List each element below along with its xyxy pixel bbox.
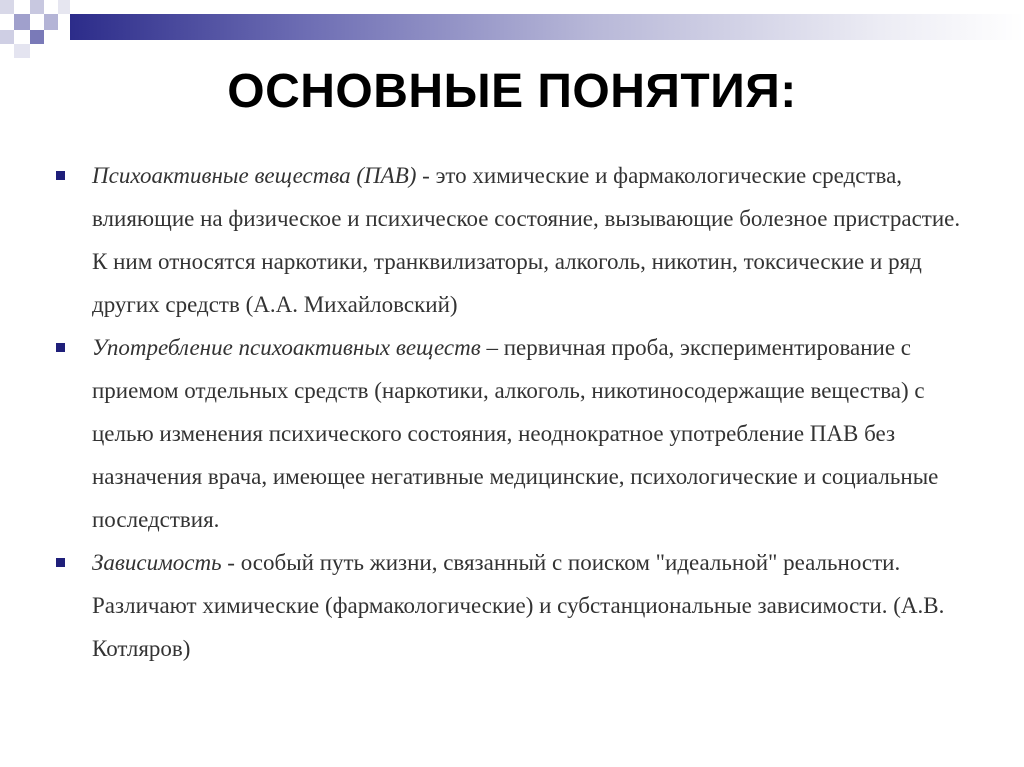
term-dependence: Зависимость (92, 550, 222, 575)
term-usage: Употребление психоактивных веществ (92, 335, 481, 360)
definition-dependence: - особый путь жизни, связанный с поиском "идеальной" реальности. Различают химические (фармакологические) и субстанциональные зависимости. (А.В. Котляров) (92, 550, 945, 661)
bullet-item-usage (50, 326, 980, 541)
header-gradient-bar (70, 14, 1024, 40)
decor-square (14, 44, 30, 58)
decor-square (14, 14, 30, 30)
decor-square (58, 0, 70, 14)
decor-square (44, 14, 58, 30)
definition-pav: - это химические и фармакологические средства, влияющие на физическое и психическое состояние, вызывающие болезное пристрастие. К ним относятся наркотики, транквилизаторы, алкоголь, никотин, токсические и ряд других средств (А.А. Михайловский) (92, 163, 961, 317)
definition-usage: – первичная проба, экспериментирование с приемом отдельных средств (наркотики, алкоголь, никотиносодержащие вещества) с целью изменения психического состояния, неоднократное употребление ПАВ без назначения врача, имеющее негативные медицинские, психологические и социальные последствия. (92, 335, 939, 532)
square-bullet-icon (56, 171, 65, 180)
decor-square (30, 0, 44, 14)
bullet-item-dependence (50, 541, 980, 670)
term-pav: Психоактивные вещества (ПАВ) (92, 163, 417, 188)
decor-square (30, 30, 44, 44)
slide-title: ОСНОВНЫЕ ПОНЯТИЯ: (227, 65, 797, 118)
decor-square (0, 0, 14, 14)
square-bullet-icon (56, 343, 65, 352)
bullet-item-pav (50, 154, 980, 326)
bullet-list (50, 154, 980, 670)
square-bullet-icon (56, 558, 65, 567)
decor-square (0, 30, 14, 44)
